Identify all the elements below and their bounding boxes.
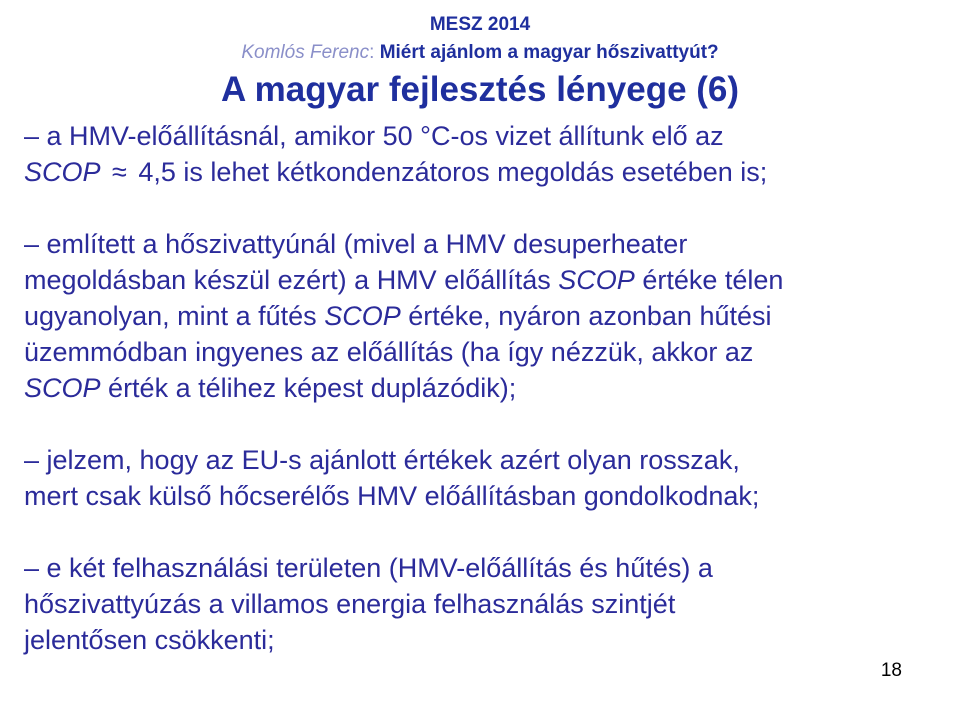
bullet-2-line-5 bbox=[24, 370, 924, 406]
paragraph-gap bbox=[24, 406, 924, 442]
bullet-2-line-2-text-b: értéke télen bbox=[642, 265, 784, 295]
bullet-3 bbox=[24, 442, 924, 514]
bullet-2 bbox=[24, 226, 924, 406]
page-number: 18 bbox=[880, 660, 902, 681]
bullet-2-line-3-text-a: ugyanolyan, mint a fűtés bbox=[24, 301, 317, 331]
conference-label: MESZ 2014 bbox=[429, 14, 531, 35]
paragraph-gap bbox=[24, 190, 924, 226]
bullet-1-line-2-text: 4,5 is lehet kétkondenzátoros megoldás esetében is; bbox=[138, 157, 768, 187]
slide-body bbox=[24, 118, 924, 658]
bullet-2-line-1: – említett a hőszivattyúnál (mivel a HMV desuperheater bbox=[24, 229, 688, 259]
bullet-2-line-4: üzemmódban ingyenes az előállítás (ha így nézzük, akkor az bbox=[24, 337, 754, 367]
subtitle-separator: : bbox=[369, 42, 375, 63]
bullet-2-line-2 bbox=[24, 262, 924, 298]
bullet-3-line-2: mert csak külső hőcserélős HMV előállításban gondolkodnak; bbox=[24, 481, 760, 511]
bullet-4-line-3: jelentősen csökkenti; bbox=[24, 625, 275, 655]
bullet-3-line-1: – jelzem, hogy az EU-s ajánlott értékek azért olyan rosszak, bbox=[24, 445, 740, 475]
bullet-4-line-2: hőszivattyúzás a villamos energia felhasználás szintjét bbox=[24, 589, 676, 619]
scop-term: SCOP bbox=[324, 301, 401, 331]
scop-term: SCOP bbox=[558, 265, 635, 295]
bullet-4-line-1: – e két felhasználási területen (HMV-előállítás és hűtés) a bbox=[24, 553, 713, 583]
paragraph-gap bbox=[24, 514, 924, 550]
scop-term: SCOP bbox=[24, 157, 101, 187]
bullet-4 bbox=[24, 550, 924, 658]
bullet-2-line-2-text-a: megoldásban készül ezért) a HMV előállítás bbox=[24, 265, 551, 295]
bullet-1-line-2 bbox=[24, 154, 924, 190]
approx-equal-symbol: ≈ bbox=[112, 157, 127, 187]
author-name: Komlós Ferenc bbox=[241, 42, 370, 63]
bullet-2-line-3-text-b: értéke, nyáron azonban hűtési bbox=[408, 301, 772, 331]
scop-term: SCOP bbox=[24, 373, 101, 403]
bullet-2-line-3 bbox=[24, 298, 924, 334]
subtitle bbox=[0, 42, 960, 64]
presentation-topic: Miért ajánlom a magyar hőszivattyút? bbox=[374, 42, 719, 63]
bullet-1-line-1: – a HMV-előállításnál, amikor 50 °C-os vizet állítunk elő az bbox=[24, 121, 724, 151]
bullet-1 bbox=[24, 118, 924, 190]
bullet-2-line-5-text: érték a télihez képest duplázódik); bbox=[108, 373, 517, 403]
slide-title: A magyar fejlesztés lényege (6) bbox=[220, 70, 740, 109]
